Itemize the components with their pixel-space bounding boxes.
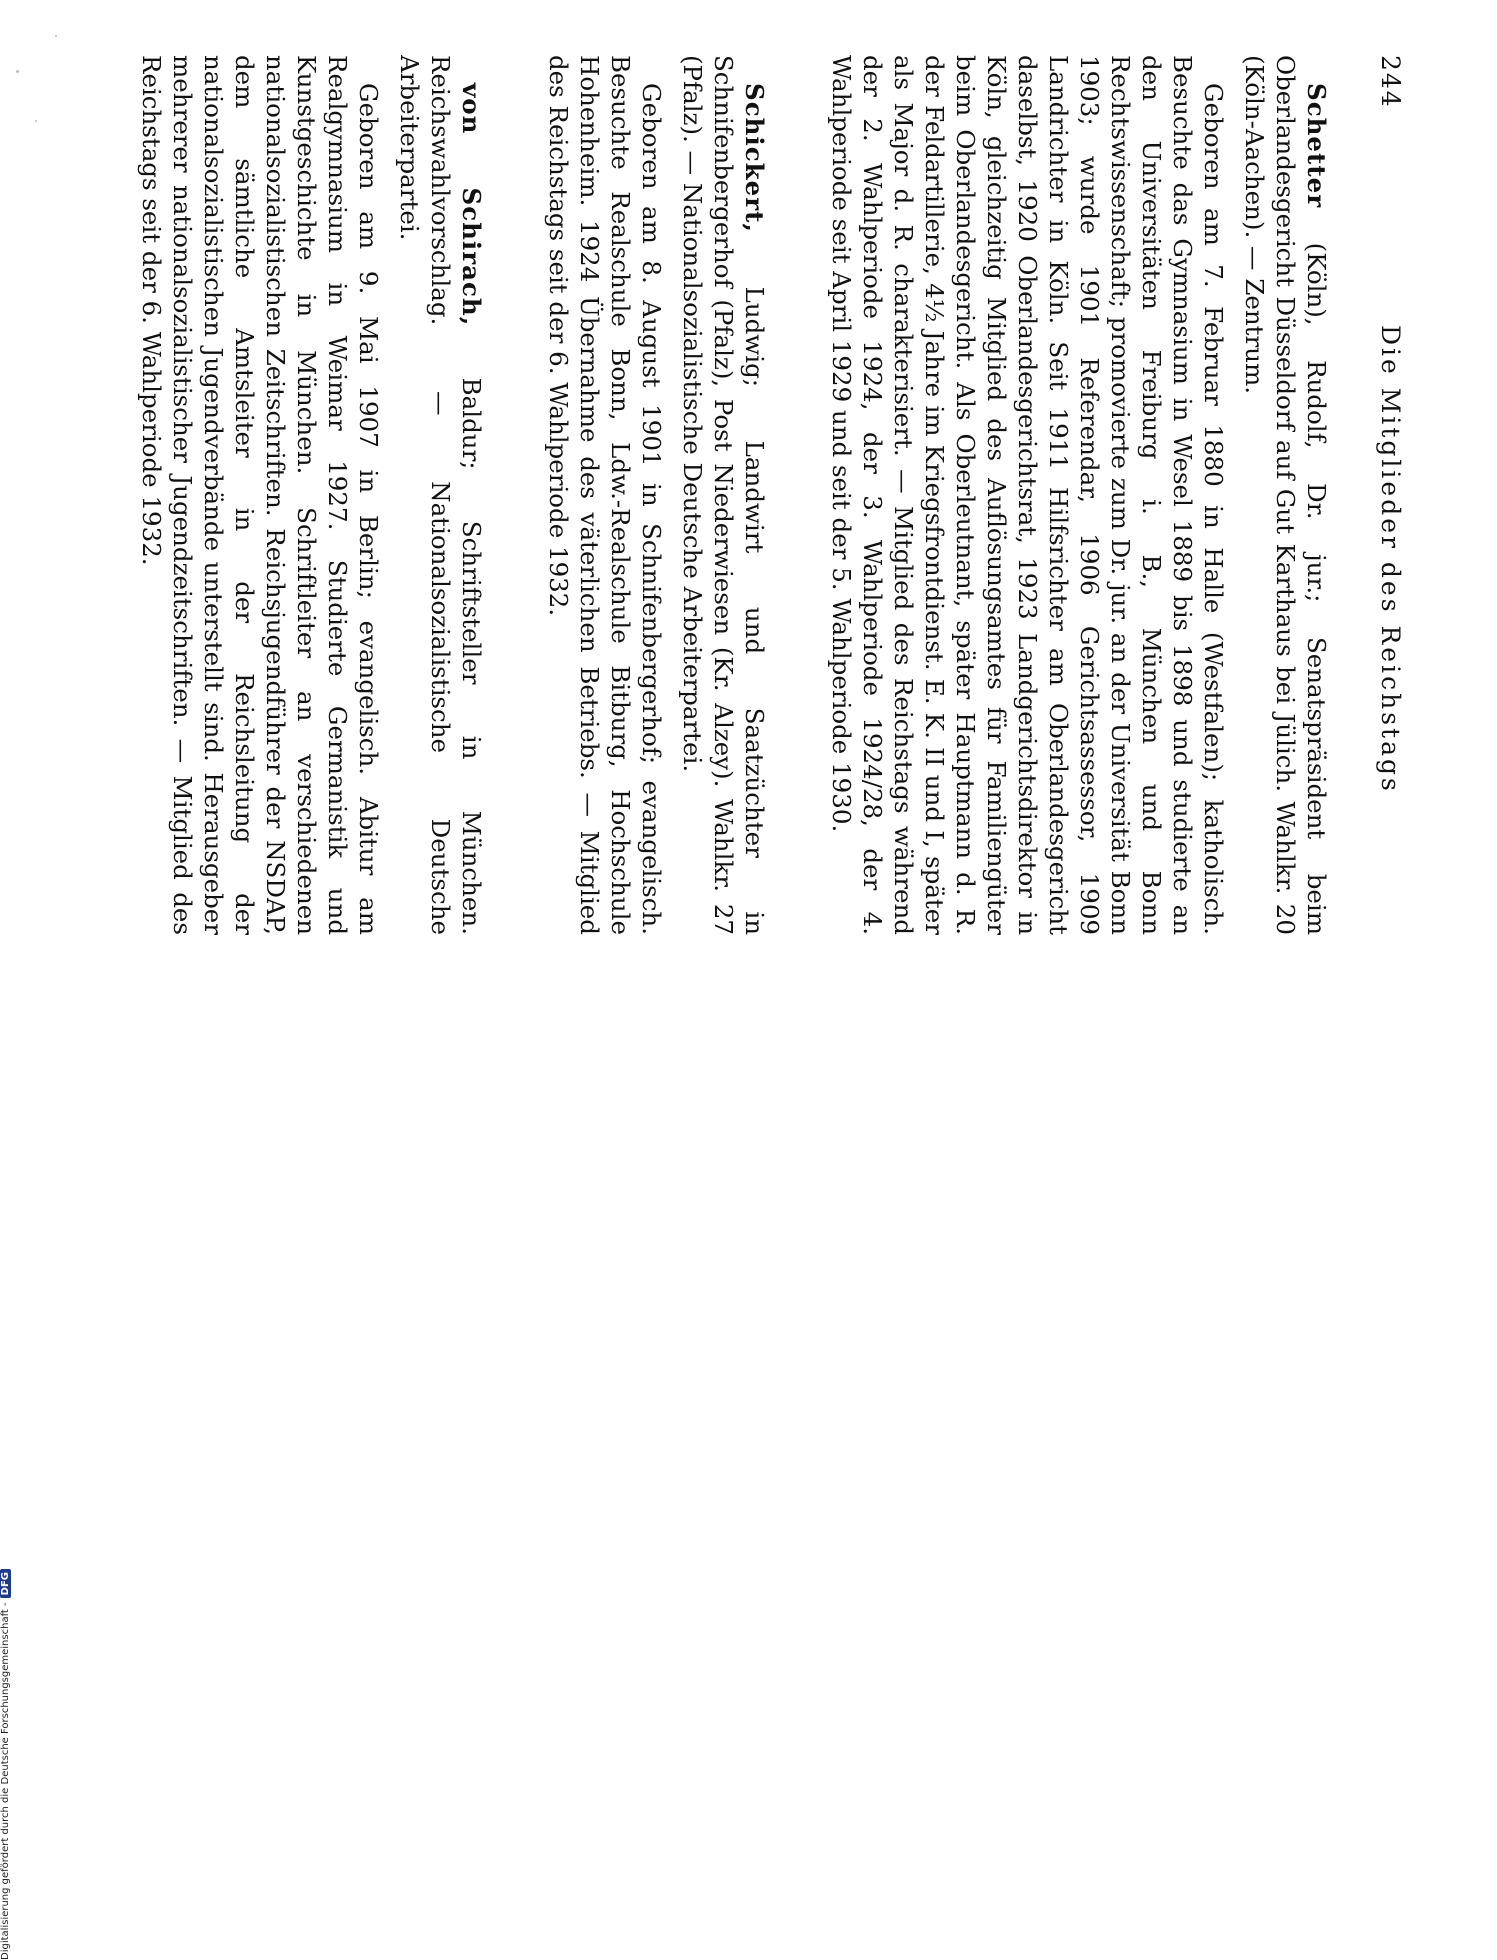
digitization-credit [0,1569,11,1960]
entry-body: Geboren am 7. Februar 1880 in Halle (Westfalen); katholisch. Besuchte das Gymnasium in Wesel 1889 bis 1898 und studierte an den Universitäten Freiburg i. B., München und Bonn Rechtswissenschaft; promovierte zum Dr. jur. an der Universität Bonn 1903; wurde 1901 Referendar, 1906 Gerichtsassessor, 1909 Landrichter in Köln. Seit 1911 Hilfsrichter am Oberlandesgericht daselbst, 1920 Oberlandesgerichtsrat, 1923 Landgerichtsdirektor in Köln, gleichzeitig Mitglied des Auflösungsamtes für Familiengüter beim Oberlandesgericht. Als Oberleutnant, später Hauptmann d. R. der Feldartillerie, 4½ Jahre im Kriegsfrontdienst. E. K. II und I, später als Major d. R. charakterisiert. — Mitglied des Reichstags während der 2. Wahlperiode 1924, der 3. Wahlperiode 1924/28, der 4. Wahlperiode seit April 1929 und seit der 5. Wahlperiode 1930. [827,55,1228,935]
credit-text: Digitalisierung gefördert durch die Deutsche Forschungsgemeinschaft - [0,1602,11,1960]
scan-speck [16,70,19,73]
entry-heading [677,55,770,935]
scan-speck [35,120,37,122]
entry-name: Schickert, [740,83,769,233]
biography-entry [136,55,487,935]
entry-heading [1239,55,1332,935]
entry-name: Schetter [1302,83,1331,209]
page-body [118,55,1332,935]
biography-entry [826,55,1332,935]
page-number: 244 [1376,55,1405,109]
dfg-logo-icon: DFG [0,1569,11,1598]
entry-heading-text: Baldur; Schriftsteller in München. Reichswahlvorschlag. — Nationalsozialistische Deutsche Arbeiterpartei. [395,55,486,935]
entry-heading-text: (Köln), Rudolf, Dr. jur.; Senatspräsident beim Oberlandesgericht Düsseldorf auf Gut Karthaus bei Jülich. Wahlkr. 20 (Köln-Aachen). — Zentrum. [1240,55,1331,935]
entry-body: Geboren am 8. August 1901 in Schnifenbergerhof; evangelisch. Besuchte Realschule Bonn, Ldw.-Realschule Bitburg, Hochschule Hohenheim. 1924 Übernahme des väterlichen Betriebs. — Mitglied des Reichstags seit der 6. Wahlperiode 1932. [544,55,666,935]
scan-speck [55,35,57,37]
page-header [1365,55,1405,865]
running-title: Die Mitglieder des Reichstags [1376,325,1405,794]
entry-name: von Schirach, [457,83,486,327]
biography-entry [543,55,770,935]
entry-body: Geboren am 9. Mai 1907 in Berlin; evangelisch. Abitur am Realgymnasium in Weimar 1927. Studierte Germanistik und Kunstgeschichte in München. Schriftleiter an verschiedenen nationalsozialistischen Zeitschriften. Reichsjugendführer der NSDAP, dem sämtliche Amtsleiter in der Reichsleitung der nationalsozialistischen Jugendverbände unterstellt sind. Herausgeber mehrerer nationalsozialistischer Jugendzeitschriften. — Mitglied des Reichstags seit der 6. Wahlperiode 1932. [137,55,383,935]
entry-heading-text: Ludwig; Landwirt und Saatzüchter in Schnifenbergerhof (Pfalz), Post Niederwiesen (Kr. Alzey). Wahlkr. 27 (Pfalz). — Nationalsozialistische Deutsche Arbeiterpartei. [678,55,769,935]
entry-heading [394,55,487,935]
